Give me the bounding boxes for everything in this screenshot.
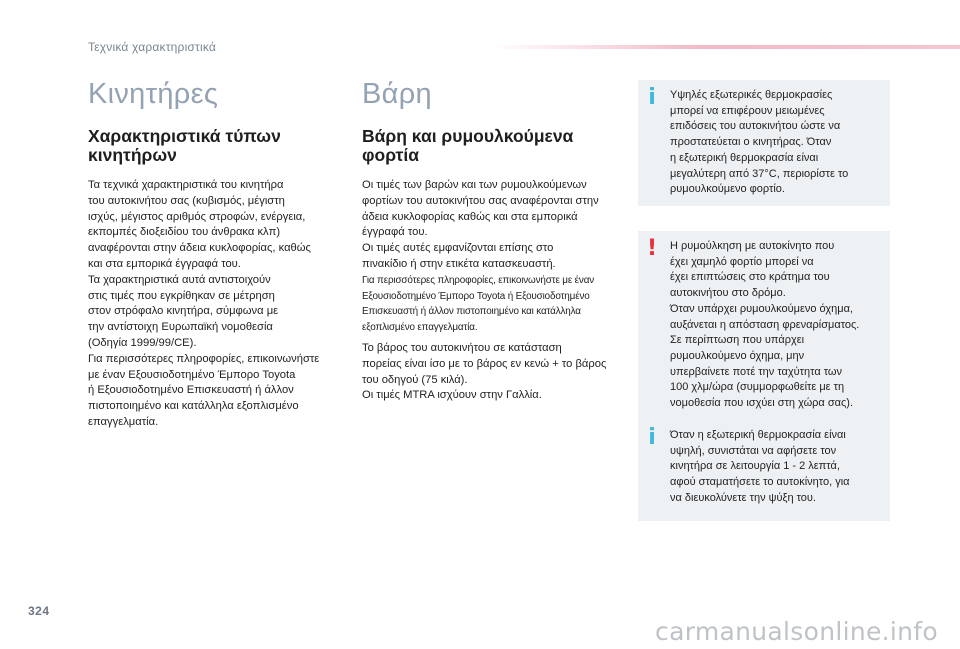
warning-icon: ! <box>646 236 658 261</box>
header-accent-bar <box>490 45 960 49</box>
note-text: Υψηλές εξωτερικές θερμοκρασίες μπορεί να επιφέρουν μειωμένες επιδόσεις του αυτοκινήτου ώστε να προστατεύεται ο κινητήρας. Όταν η εξωτερική θερμοκρασία είναι μεγαλύτερη από 37°C, περιορίστε το ρυμουλκούμενο φορτίο. <box>670 89 849 196</box>
weights-heading: Βάρη και ρυμουλκούμενα φορτία <box>362 126 574 165</box>
weights-mtra-text: Το βάρος του αυτοκινήτου σε κατάσταση πορείας είναι ίσο με το βάρος εν κενώ + το βάρος του οδηγού (75 κιλά). Οι τιμές MTRA ισχύουν στην Γαλλία. <box>362 341 607 402</box>
info-icon: i <box>648 425 656 450</box>
page-header-title: Τεχνικά χαρακτηριστικά <box>88 40 217 54</box>
footer-watermark: carmanualsonline.info <box>655 617 938 646</box>
engines-section-title: Κινητήρες <box>88 78 219 110</box>
warning-note-towing <box>638 231 890 420</box>
page-number: 324 <box>28 604 50 618</box>
info-note-temperature <box>638 80 890 206</box>
note-text: Όταν η εξωτερική θερμοκρασία είναι υψηλή, συνιστάται να αφήσετε τον κινητήρα σε λειτουργία 1 - 2 λεπτά, αφού σταματήσετε το αυτοκίνητο, για να διευκολύνετε την ψύξη του. <box>670 429 850 504</box>
engine-specs-heading: Χαρακτηριστικά τύπων κινητήρων <box>88 126 281 165</box>
note-text: Η ρυμούλκηση με αυτοκίνητο που έχει χαμηλό φορτίο μπορεί να έχει επιπτώσεις στο κράτημα του αυτοκινήτου στο δρόμο. Όταν υπάρχει ρυμουλκούμενο όχημα, αυξάνεται η απόσταση φρεναρίσματος. Σε περίπτωση που υπάρχει ρυμουλκούμενο όχημα, μην υπερβαίνετε ποτέ την ταχύτητα των 100 χλμ/ώρα (συμμορφωθείτε με τη νομοθεσία που ισχύει στη χώρα σας). <box>670 240 860 410</box>
weights-dealer-text: Για περισσότερες πληροφορίες, επικοινωνήστε με έναν Εξουσιοδοτημένο Έμπορο Toyota ή Εξουσιοδοτημένο Επισκευαστή ή άλλον πιστοποιημένο και κατάλληλα εξοπλισμένο επαγγελματία. <box>362 274 595 334</box>
weights-column <box>362 78 624 404</box>
engine-specs-text: Τα τεχνικά χαρακτηριστικά του κινητήρα του αυτοκινήτου σας (κυβισμός, μέγιστη ισχύς, μέγιστος αριθμός στροφών, ενέργεια, εκπομπές διοξειδίου του άνθρακα κλπ) αναφέρονται στην άδεια κυκλοφορίας, καθώς και στα εμπορικά έγγραφά του. Τα χαρακτηριστικά αυτά αντιστοιχούν στις τιμές που εγκρίθηκαν σε μέτρηση στον στρόφαλο κινητήρα, σύμφωνα με την αντίστοιχη Ευρωπαϊκή νομοθεσία (Οδηγία 1999/99/CE). Για περισσότερες πληροφορίες, επικοινωνήστε με έναν Εξουσιοδοτημένο Έμπορο Toyota ή Εξουσιοδοτημένο Επισκευαστή ή άλλον πιστοποιημένο και κατάλληλα εξοπλισμένο επαγγελματία. <box>88 179 320 428</box>
info-note-cooling <box>638 420 890 521</box>
info-icon: i <box>648 85 656 110</box>
weights-section-title: Βάρη <box>362 78 432 110</box>
engines-column <box>88 78 346 431</box>
weights-text: Οι τιμές των βαρών και των ρυμουλκούμενων φορτίων του αυτοκινήτου σας αναφέρονται στην άδεια κυκλοφορίας καθώς και στα εμπορικά έγγραφά του. Οι τιμές αυτές εμφανίζονται επίσης στο πινακίδιο ή στην ετικέτα κατασκευαστή. <box>362 179 599 270</box>
